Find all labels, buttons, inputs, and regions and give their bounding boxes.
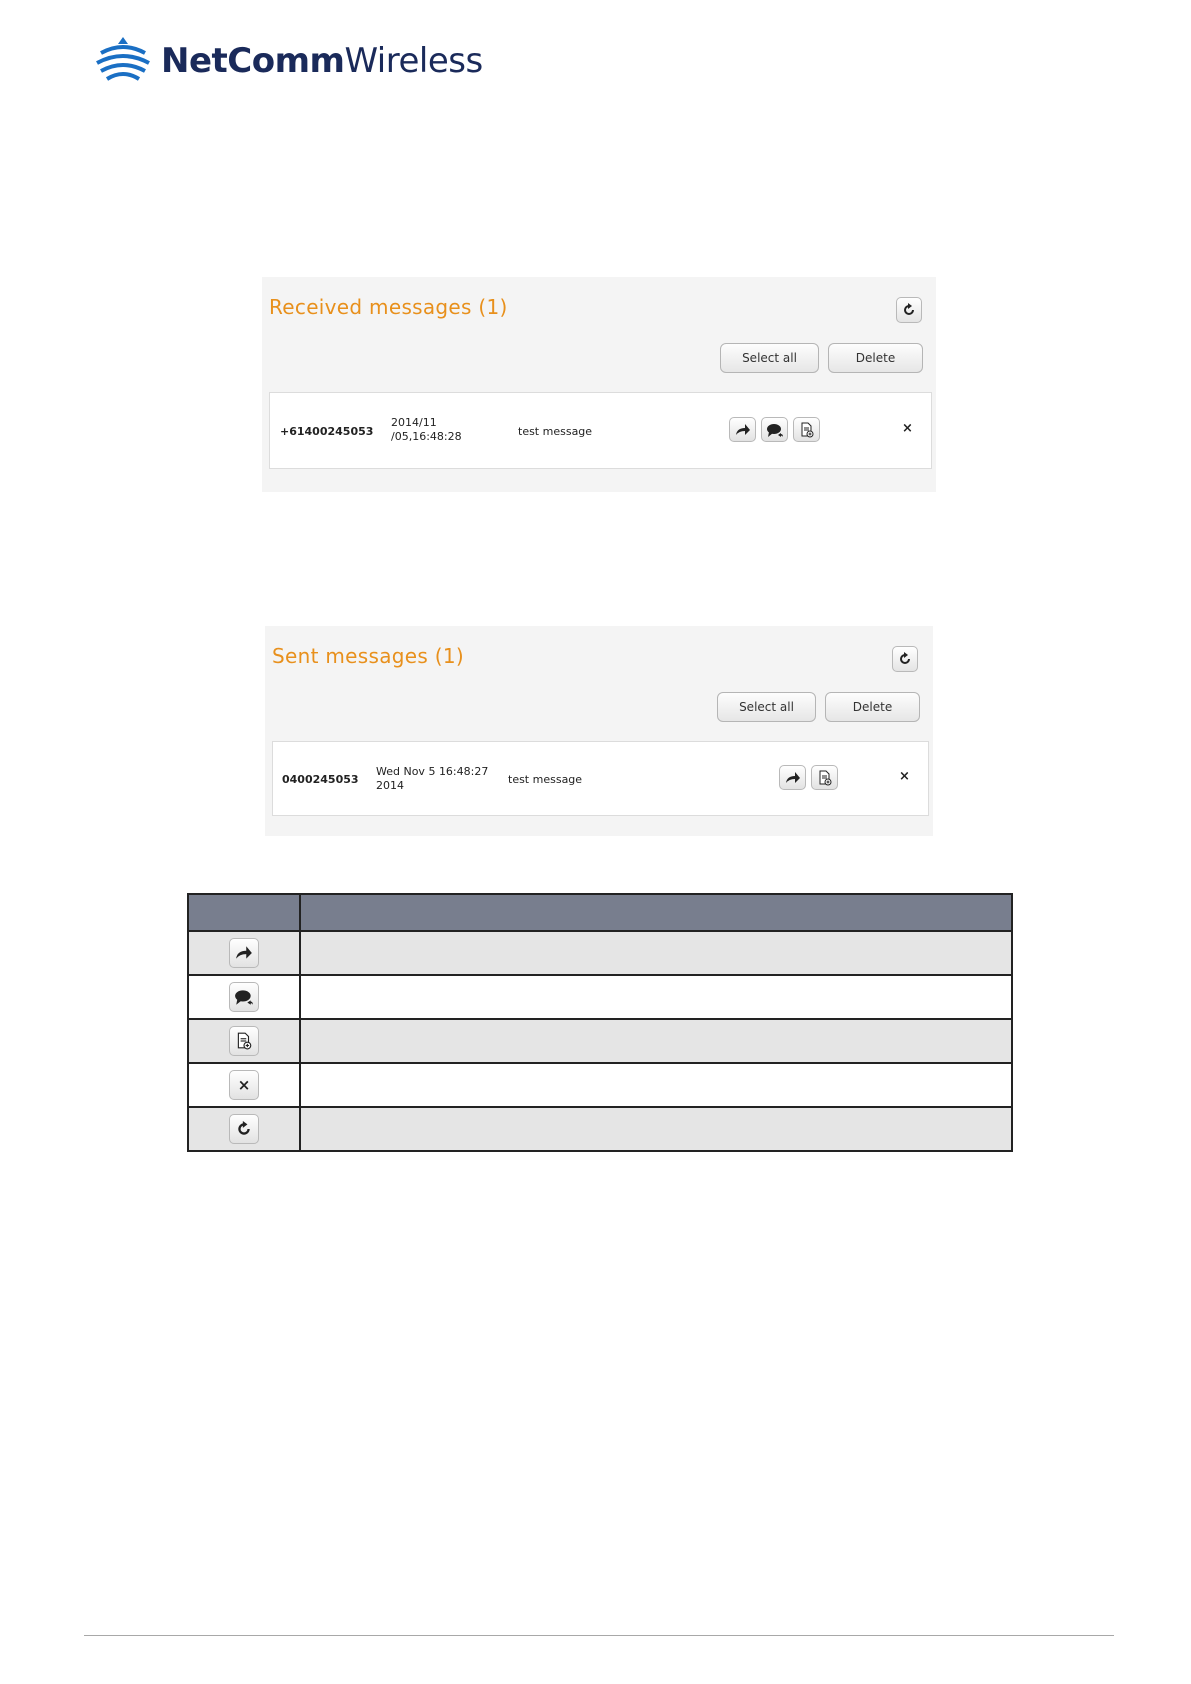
refresh-icon — [898, 652, 912, 666]
close-icon: × — [229, 1070, 259, 1100]
delete-button[interactable]: Delete — [828, 343, 923, 373]
forward-icon — [735, 423, 751, 437]
reply-icon — [229, 982, 259, 1012]
message-row — [272, 741, 929, 816]
message-row — [269, 392, 932, 469]
forward-button[interactable] — [779, 765, 806, 790]
sent-messages-panel — [265, 626, 933, 836]
refresh-icon — [229, 1114, 259, 1144]
forward-icon — [785, 771, 801, 785]
table-row — [188, 931, 1012, 975]
forward-button[interactable] — [729, 417, 756, 442]
delete-message-button[interactable]: × — [902, 421, 913, 436]
received-messages-title: Received messages (1) — [269, 295, 508, 319]
received-messages-panel — [262, 277, 936, 492]
icon-legend-table — [187, 893, 1013, 1152]
message-date: 2014/11 /05,16:48:28 — [391, 416, 462, 443]
message-text: test message — [518, 425, 593, 438]
reply-button[interactable] — [761, 417, 788, 442]
save-button[interactable] — [793, 417, 820, 442]
icon-column-header — [188, 894, 300, 931]
recipient-number: 0400245053 — [282, 773, 359, 786]
footer-divider — [84, 1635, 1114, 1636]
message-text: test message — [508, 773, 583, 786]
row-description — [300, 1063, 1012, 1107]
logo-wordmark: NetCommWireless — [161, 41, 483, 81]
forward-icon — [229, 938, 259, 968]
save-button[interactable] — [811, 765, 838, 790]
sent-messages-title: Sent messages (1) — [272, 644, 464, 668]
table-row — [188, 1063, 1012, 1107]
delete-button[interactable]: Delete — [825, 692, 920, 722]
select-all-button[interactable]: Select all — [717, 692, 816, 722]
table-row — [188, 1019, 1012, 1063]
description-column-header — [300, 894, 1012, 931]
refresh-button[interactable] — [896, 297, 922, 323]
row-description — [300, 1107, 1012, 1151]
message-date: Wed Nov 5 16:48:27 2014 — [376, 765, 489, 792]
row-description — [300, 975, 1012, 1019]
netcomm-logo — [95, 35, 483, 87]
save-to-file-icon — [818, 770, 832, 786]
table-row — [188, 1107, 1012, 1151]
table-row — [188, 975, 1012, 1019]
save-to-file-icon — [800, 422, 814, 438]
refresh-button[interactable] — [892, 646, 918, 672]
select-all-button[interactable]: Select all — [720, 343, 819, 373]
row-description — [300, 931, 1012, 975]
refresh-icon — [902, 303, 916, 317]
delete-message-button[interactable]: × — [899, 769, 910, 784]
row-description — [300, 1019, 1012, 1063]
reply-icon — [766, 422, 784, 438]
save-to-file-icon — [229, 1026, 259, 1056]
table-header-row — [188, 894, 1012, 931]
sender-number: +61400245053 — [280, 425, 374, 438]
wireless-logo-icon — [95, 35, 151, 87]
